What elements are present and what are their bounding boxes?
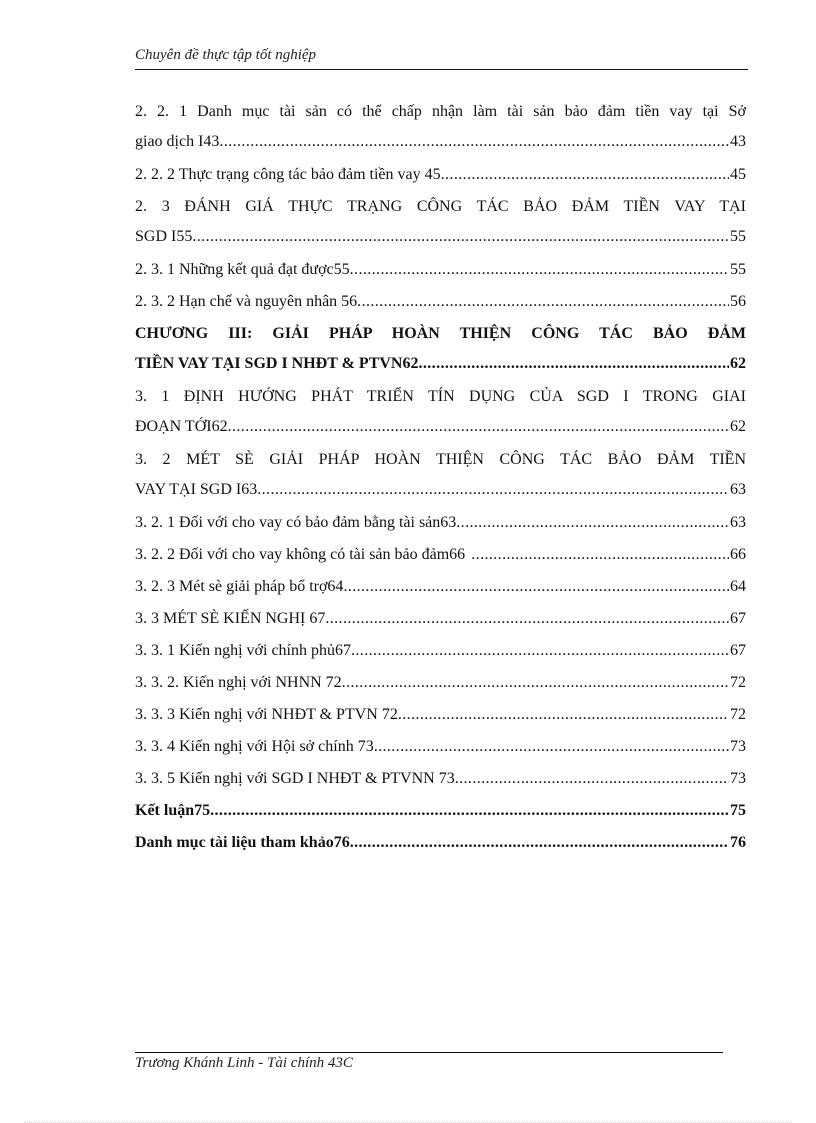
toc-page-number: 62 xyxy=(730,355,746,372)
toc-entry-2-2-2[interactable] xyxy=(135,160,746,192)
toc-entry-3-1[interactable] xyxy=(135,382,746,445)
toc-dot-leader xyxy=(219,127,729,157)
toc-entry-text: 3. 3 MÉT SÈ KIẾN NGHỊ 67 xyxy=(135,610,326,627)
toc-page-number: 63 xyxy=(730,481,746,498)
toc-dot-leader xyxy=(257,475,729,505)
toc-entry-text-cont: TIỀN VAY TẠI SGD I NHĐT & PTVN62 xyxy=(135,355,419,372)
toc-page-number: 45 xyxy=(730,166,746,183)
toc-page-number: 66 xyxy=(730,546,746,563)
toc-entry-3-2[interactable] xyxy=(135,445,746,508)
toc-entry-text: 3. 2 MÉT SÈ GIẢI PHÁP HOÀN THIỆN CÔNG TÁC BẢO ĐẢM TIỀN xyxy=(135,451,746,468)
toc-entry-3-3[interactable] xyxy=(135,604,746,636)
toc-entry-3-3-5[interactable] xyxy=(135,764,746,796)
toc-dot-leader xyxy=(342,668,729,698)
toc-page-number: 55 xyxy=(730,228,746,245)
toc-entry-text-cont: ĐOẠN TỚI62 xyxy=(135,418,228,435)
toc-dot-leader xyxy=(471,540,729,570)
toc-page-number: 73 xyxy=(730,738,746,755)
toc-entry-text-cont: giao dịch I43 xyxy=(135,133,220,150)
toc-entry-text: Danh mục tài liệu tham khảo76 xyxy=(135,834,350,851)
toc-entry-text: Kết luận75 xyxy=(135,802,211,819)
toc-dot-leader xyxy=(374,732,729,762)
toc-page-number: 72 xyxy=(730,706,746,723)
toc-dot-leader xyxy=(210,796,729,826)
toc-entry-2-3-2[interactable] xyxy=(135,287,746,319)
toc-entry-text: 3. 3. 2. Kiến nghị với NHNN 72 xyxy=(135,674,342,691)
toc-entry-text-cont: SGD I55 xyxy=(135,228,193,245)
toc-dot-leader xyxy=(357,287,729,317)
toc-dot-leader xyxy=(351,636,729,666)
toc-page-number: 73 xyxy=(730,770,746,787)
toc-entry-2-2-1[interactable] xyxy=(135,97,746,160)
toc-entry-text: 3. 2. 1 Đối với cho vay có bảo đảm bằng tài sản63 xyxy=(135,514,457,531)
toc-dot-leader xyxy=(325,604,729,634)
toc-page-number: 63 xyxy=(730,514,746,531)
page-footer-author: Trương Khánh Linh - Tài chính 43C xyxy=(135,1055,353,1071)
header-rule xyxy=(135,69,748,70)
toc-entry-3-2-3[interactable] xyxy=(135,572,746,604)
toc-dot-leader xyxy=(192,222,729,252)
toc-dot-leader xyxy=(343,572,729,602)
toc-entry-text: 2. 3. 1 Những kết quả đạt được55 xyxy=(135,261,350,278)
toc-entry-chapter-3[interactable] xyxy=(135,319,746,382)
toc-dot-leader xyxy=(398,700,729,730)
toc-entry-conclusion[interactable] xyxy=(135,796,746,828)
page-header-title: Chuyên đề thực tập tốt nghiệp xyxy=(135,47,317,63)
toc-page-number: 64 xyxy=(730,578,746,595)
footer-rule xyxy=(135,1052,723,1053)
toc-page-number: 43 xyxy=(730,133,746,150)
toc-entry-2-3[interactable] xyxy=(135,192,746,255)
toc-dot-leader xyxy=(456,508,729,538)
toc-page-number: 72 xyxy=(730,674,746,691)
toc-dot-leader xyxy=(350,828,729,858)
toc-entry-text: 3. 3. 5 Kiến nghị với SGD I NHĐT & PTVNN 73 xyxy=(135,770,455,787)
toc-entry-text: 3. 1 ĐỊNH HƯỚNG PHÁT TRIỂN TÍN DỤNG CỦA SGD I TRONG GIAI xyxy=(135,388,746,405)
toc-dot-leader xyxy=(441,160,729,190)
toc-dot-leader xyxy=(418,349,729,379)
toc-entry-2-3-1[interactable] xyxy=(135,255,746,287)
toc-entry-text: 3. 2. 2 Đối với cho vay không có tài sản bảo đảm66 xyxy=(135,546,466,563)
toc-entry-text: 3. 2. 3 Mét sè giải pháp bổ trợ64 xyxy=(135,578,344,595)
toc-entry-3-3-2[interactable] xyxy=(135,668,746,700)
toc-entry-text: 3. 3. 1 Kiến nghị với chính phủ67 xyxy=(135,642,351,659)
toc-entry-3-3-4[interactable] xyxy=(135,732,746,764)
toc-entry-text: 3. 3. 4 Kiến nghị với Hội sở chính 73 xyxy=(135,738,374,755)
toc-entry-3-2-1[interactable] xyxy=(135,508,746,540)
toc-dot-leader xyxy=(350,255,729,285)
toc-page-number: 67 xyxy=(730,642,746,659)
toc-entry-3-3-3[interactable] xyxy=(135,700,746,732)
toc-entry-text: CHƯƠNG III: GIẢI PHÁP HOÀN THIỆN CÔNG TÁC BẢO ĐẢM xyxy=(135,325,746,342)
toc-entry-3-3-1[interactable] xyxy=(135,636,746,668)
table-of-contents xyxy=(135,97,746,860)
toc-dot-leader xyxy=(455,764,729,794)
toc-page-number: 67 xyxy=(730,610,746,627)
toc-entry-text-cont: VAY TẠI SGD I63 xyxy=(135,481,258,498)
toc-entry-text: 2. 3. 2 Hạn chế và nguyên nhân 56 xyxy=(135,293,358,310)
toc-entry-text: 2. 2. 1 Danh mục tài sản có thể chấp nhận làm tài sản bảo đảm tiền vay tại Sở xyxy=(135,103,746,120)
toc-page-number: 55 xyxy=(730,261,746,278)
toc-entry-3-2-2[interactable] xyxy=(135,540,746,572)
toc-entry-text: 2. 3 ĐÁNH GIÁ THỰC TRẠNG CÔNG TÁC BẢO ĐẢM TIỀN VAY TẠI xyxy=(135,198,746,215)
toc-dot-leader xyxy=(228,412,729,442)
toc-page-number: 62 xyxy=(730,418,746,435)
toc-page-number: 76 xyxy=(730,834,746,851)
toc-page-number: 75 xyxy=(730,802,746,819)
toc-entry-text: 3. 3. 3 Kiến nghị với NHĐT & PTVN 72 xyxy=(135,706,398,723)
toc-page-number: 56 xyxy=(730,293,746,310)
toc-entry-references[interactable] xyxy=(135,828,746,860)
toc-entry-text: 2. 2. 2 Thực trạng công tác bảo đảm tiền vay 45 xyxy=(135,166,441,183)
